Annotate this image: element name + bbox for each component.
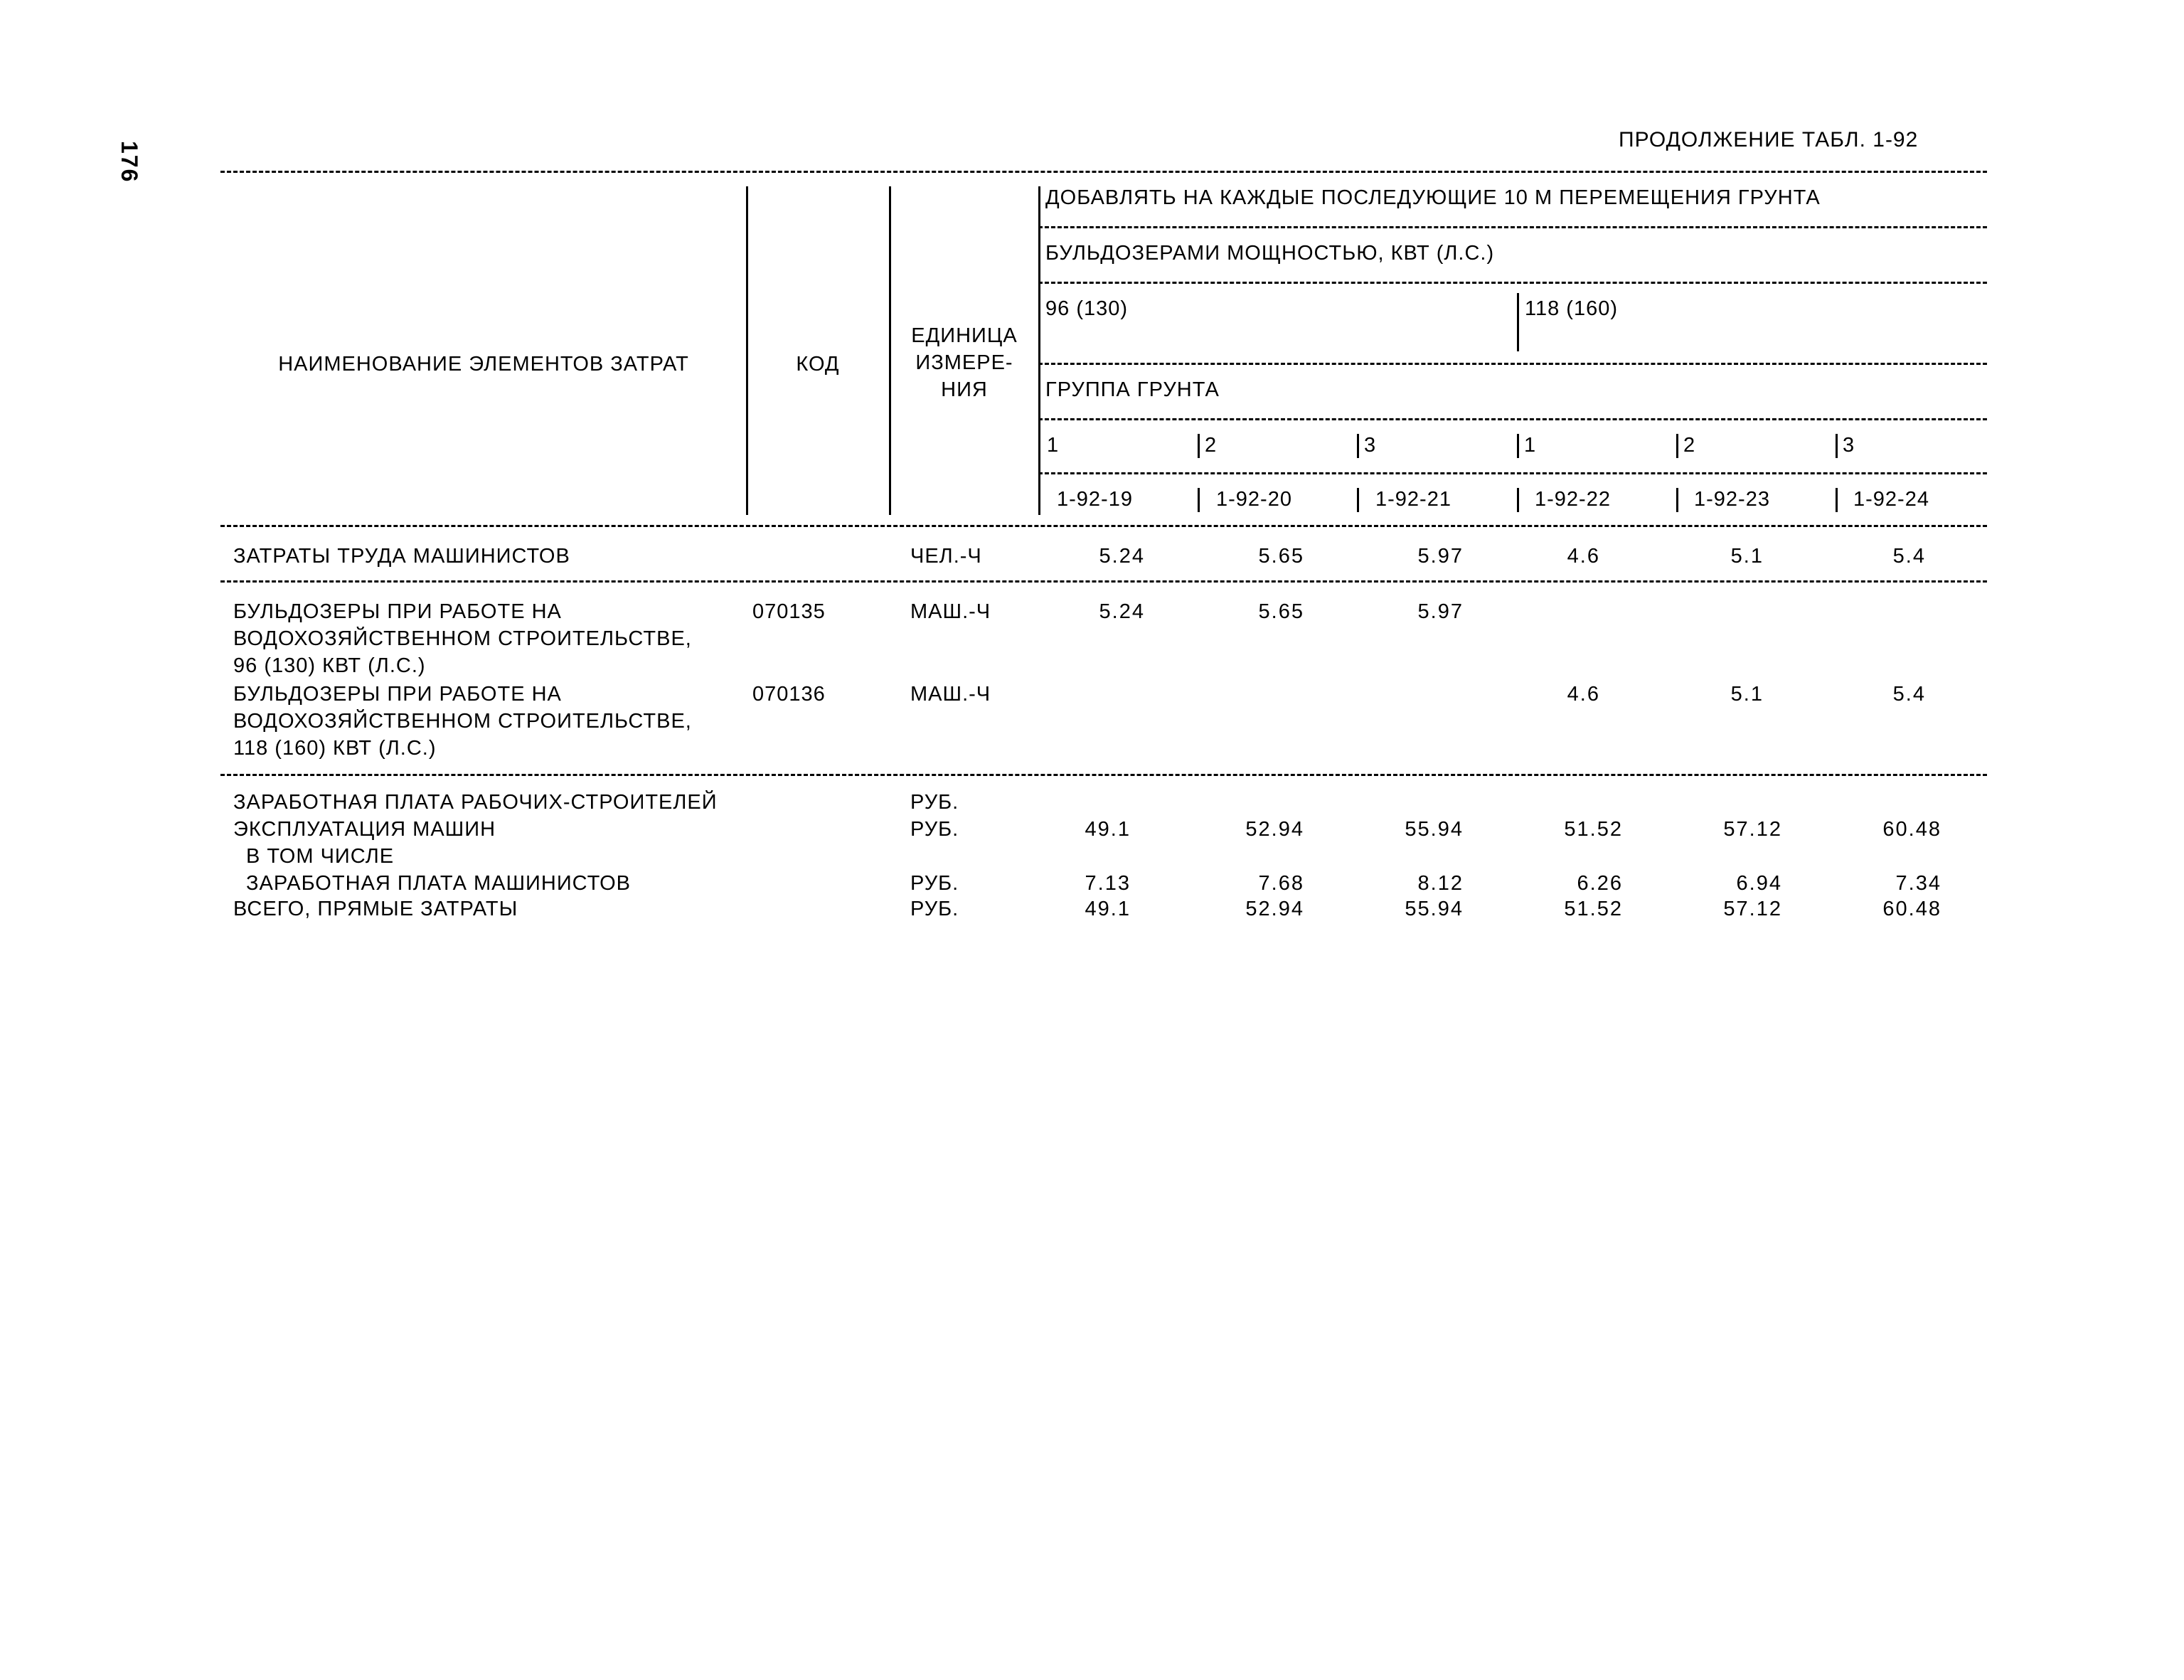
vline-unit-data [1038,186,1040,515]
row-total-name: ВСЕГО, ПРЯМЫЕ ЗАТРАТЫ [233,898,518,920]
row-machine-operation-v4: 51.52 [1564,818,1623,841]
row-labor-v2: 5.65 [1258,545,1304,568]
header-code-4: 1-92-22 [1535,488,1611,511]
header-code-2: 1-92-20 [1216,488,1292,511]
row-total-v1: 49.1 [1085,898,1131,920]
row-machine-operation-name: ЭКСПЛУАТАЦИЯ МАШИН [233,818,496,841]
rule-h4 [1038,418,1987,420]
header-bulldozer-power: БУЛЬДОЗЕРАМИ МОЩНОСТЬЮ, КВТ (Л.С.) [1045,242,1495,265]
header-unit-line1: ЕДИНИЦА [911,324,1018,347]
rule-h2 [1038,282,1987,284]
header-name-col: НАИМЕНОВАНИЕ ЭЛЕМЕНТОВ ЗАТРАТ [278,353,689,376]
vline-code-2 [1198,488,1200,512]
row-wages-operators-v6: 7.34 [1895,872,1941,895]
vline-soil-3a [1357,434,1359,458]
header-soil-3b: 3 [1843,434,1855,457]
vline-code-3 [1357,488,1359,512]
row-labor-v5: 5.1 [1730,545,1764,568]
row-labor-unit: ЧЕЛ.-Ч [910,545,982,568]
row-total-v4: 51.52 [1564,898,1623,920]
continuation-title: ПРОДОЛЖЕНИЕ ТАБЛ. 1-92 [1619,128,1919,151]
row-machine2-name-2: ВОДОХОЗЯЙСТВЕННОМ СТРОИТЕЛЬСТВЕ, [233,710,692,733]
header-code-5: 1-92-23 [1694,488,1770,511]
vline-power-split [1517,293,1519,351]
row-wages-operators-name: ЗАРАБОТНАЯ ПЛАТА МАШИНИСТОВ [246,872,631,895]
header-add-title: ДОБАВЛЯТЬ НА КАЖДЫЕ ПОСЛЕДУЮЩИЕ 10 М ПЕРЕМЕЩЕНИЯ ГРУНТА [1045,186,1821,209]
vline-soil-3b [1836,434,1838,458]
row-machine-operation-v1: 49.1 [1085,818,1131,841]
header-soil-1a: 1 [1047,434,1060,457]
row-wages-operators-v1: 7.13 [1085,872,1131,895]
row-machine1-unit: МАШ.-Ч [910,600,991,623]
row-machine2-v4: 4.6 [1567,683,1600,706]
row-total-v6: 60.48 [1882,898,1941,920]
rule-after-labor [220,580,1987,583]
row-wages-operators-v3: 8.12 [1417,872,1464,895]
row-machine1-v1: 5.24 [1099,600,1145,623]
row-wages-operators-v5: 6.94 [1736,872,1782,895]
page-number: 176 [117,141,142,184]
row-machine2-v6: 5.4 [1892,683,1926,706]
row-including-name: В ТОМ ЧИСЛЕ [246,845,395,868]
row-total-v3: 55.94 [1405,898,1464,920]
row-machine1-v3: 5.97 [1417,600,1464,623]
row-machine-operation-unit: РУБ. [910,818,959,841]
row-wages-operators-v2: 7.68 [1258,872,1304,895]
row-machine1-v2: 5.65 [1258,600,1304,623]
row-labor-name: ЗАТРАТЫ ТРУДА МАШИНИСТОВ [233,545,570,568]
vline-code-6 [1836,488,1838,512]
row-machine2-name-1: БУЛЬДОЗЕРЫ ПРИ РАБОТЕ НА [233,683,562,706]
vline-name-code [746,186,748,515]
rule-h3 [1038,363,1987,365]
header-soil-2a: 2 [1205,434,1218,457]
row-total-unit: РУБ. [910,898,959,920]
row-machine1-name-1: БУЛЬДОЗЕРЫ ПРИ РАБОТЕ НА [233,600,562,623]
row-wages-operators-unit: РУБ. [910,872,959,895]
row-total-v2: 52.94 [1245,898,1304,920]
row-machine2-name-3: 118 (160) КВТ (Л.С.) [233,737,437,760]
header-power-118: 118 (160) [1525,297,1618,320]
rule-header-bottom [220,525,1987,527]
row-labor-v1: 5.24 [1099,545,1145,568]
vline-code-unit [889,186,891,515]
row-machine2-v5: 5.1 [1730,683,1764,706]
row-machine-operation-v5: 57.12 [1723,818,1782,841]
row-machine1-name-2: ВОДОХОЗЯЙСТВЕННОМ СТРОИТЕЛЬСТВЕ, [233,627,692,650]
row-labor-v6: 5.4 [1892,545,1926,568]
header-power-96: 96 (130) [1045,297,1129,320]
rule-top [220,171,1987,173]
header-soil-2b: 2 [1683,434,1696,457]
row-labor-v4: 4.6 [1567,545,1600,568]
row-wages-operators-v4: 6.26 [1577,872,1623,895]
row-machine-operation-v2: 52.94 [1245,818,1304,841]
rule-h1 [1038,226,1987,228]
row-machine-operation-v3: 55.94 [1405,818,1464,841]
rule-h5 [1038,472,1987,474]
row-machine1-name-3: 96 (130) КВТ (Л.С.) [233,654,426,677]
header-code-col: КОД [796,353,840,376]
vline-code-5 [1676,488,1678,512]
row-machine2-unit: МАШ.-Ч [910,683,991,706]
vline-soil-2b [1676,434,1678,458]
row-machine-operation-v6: 60.48 [1882,818,1941,841]
rule-after-machines [220,774,1987,776]
vline-soil-2a [1198,434,1200,458]
row-machine1-code: 070135 [752,600,826,623]
row-machine2-code: 070136 [752,683,826,706]
row-labor-v3: 5.97 [1417,545,1464,568]
row-wages-builders-unit: РУБ. [910,791,959,814]
row-wages-builders-name: ЗАРАБОТНАЯ ПЛАТА РАБОЧИХ-СТРОИТЕЛЕЙ [233,791,718,814]
header-code-3: 1-92-21 [1375,488,1451,511]
row-total-v5: 57.12 [1723,898,1782,920]
vline-code-4 [1517,488,1519,512]
header-unit-line3: НИЯ [941,378,988,401]
header-code-1: 1-92-19 [1057,488,1133,511]
header-soil-group: ГРУППА ГРУНТА [1045,378,1220,401]
header-soil-3a: 3 [1364,434,1377,457]
header-soil-1b: 1 [1524,434,1537,457]
header-unit-line2: ИЗМЕРЕ- [915,351,1013,374]
vline-soil-1b [1517,434,1519,458]
header-code-6: 1-92-24 [1853,488,1929,511]
